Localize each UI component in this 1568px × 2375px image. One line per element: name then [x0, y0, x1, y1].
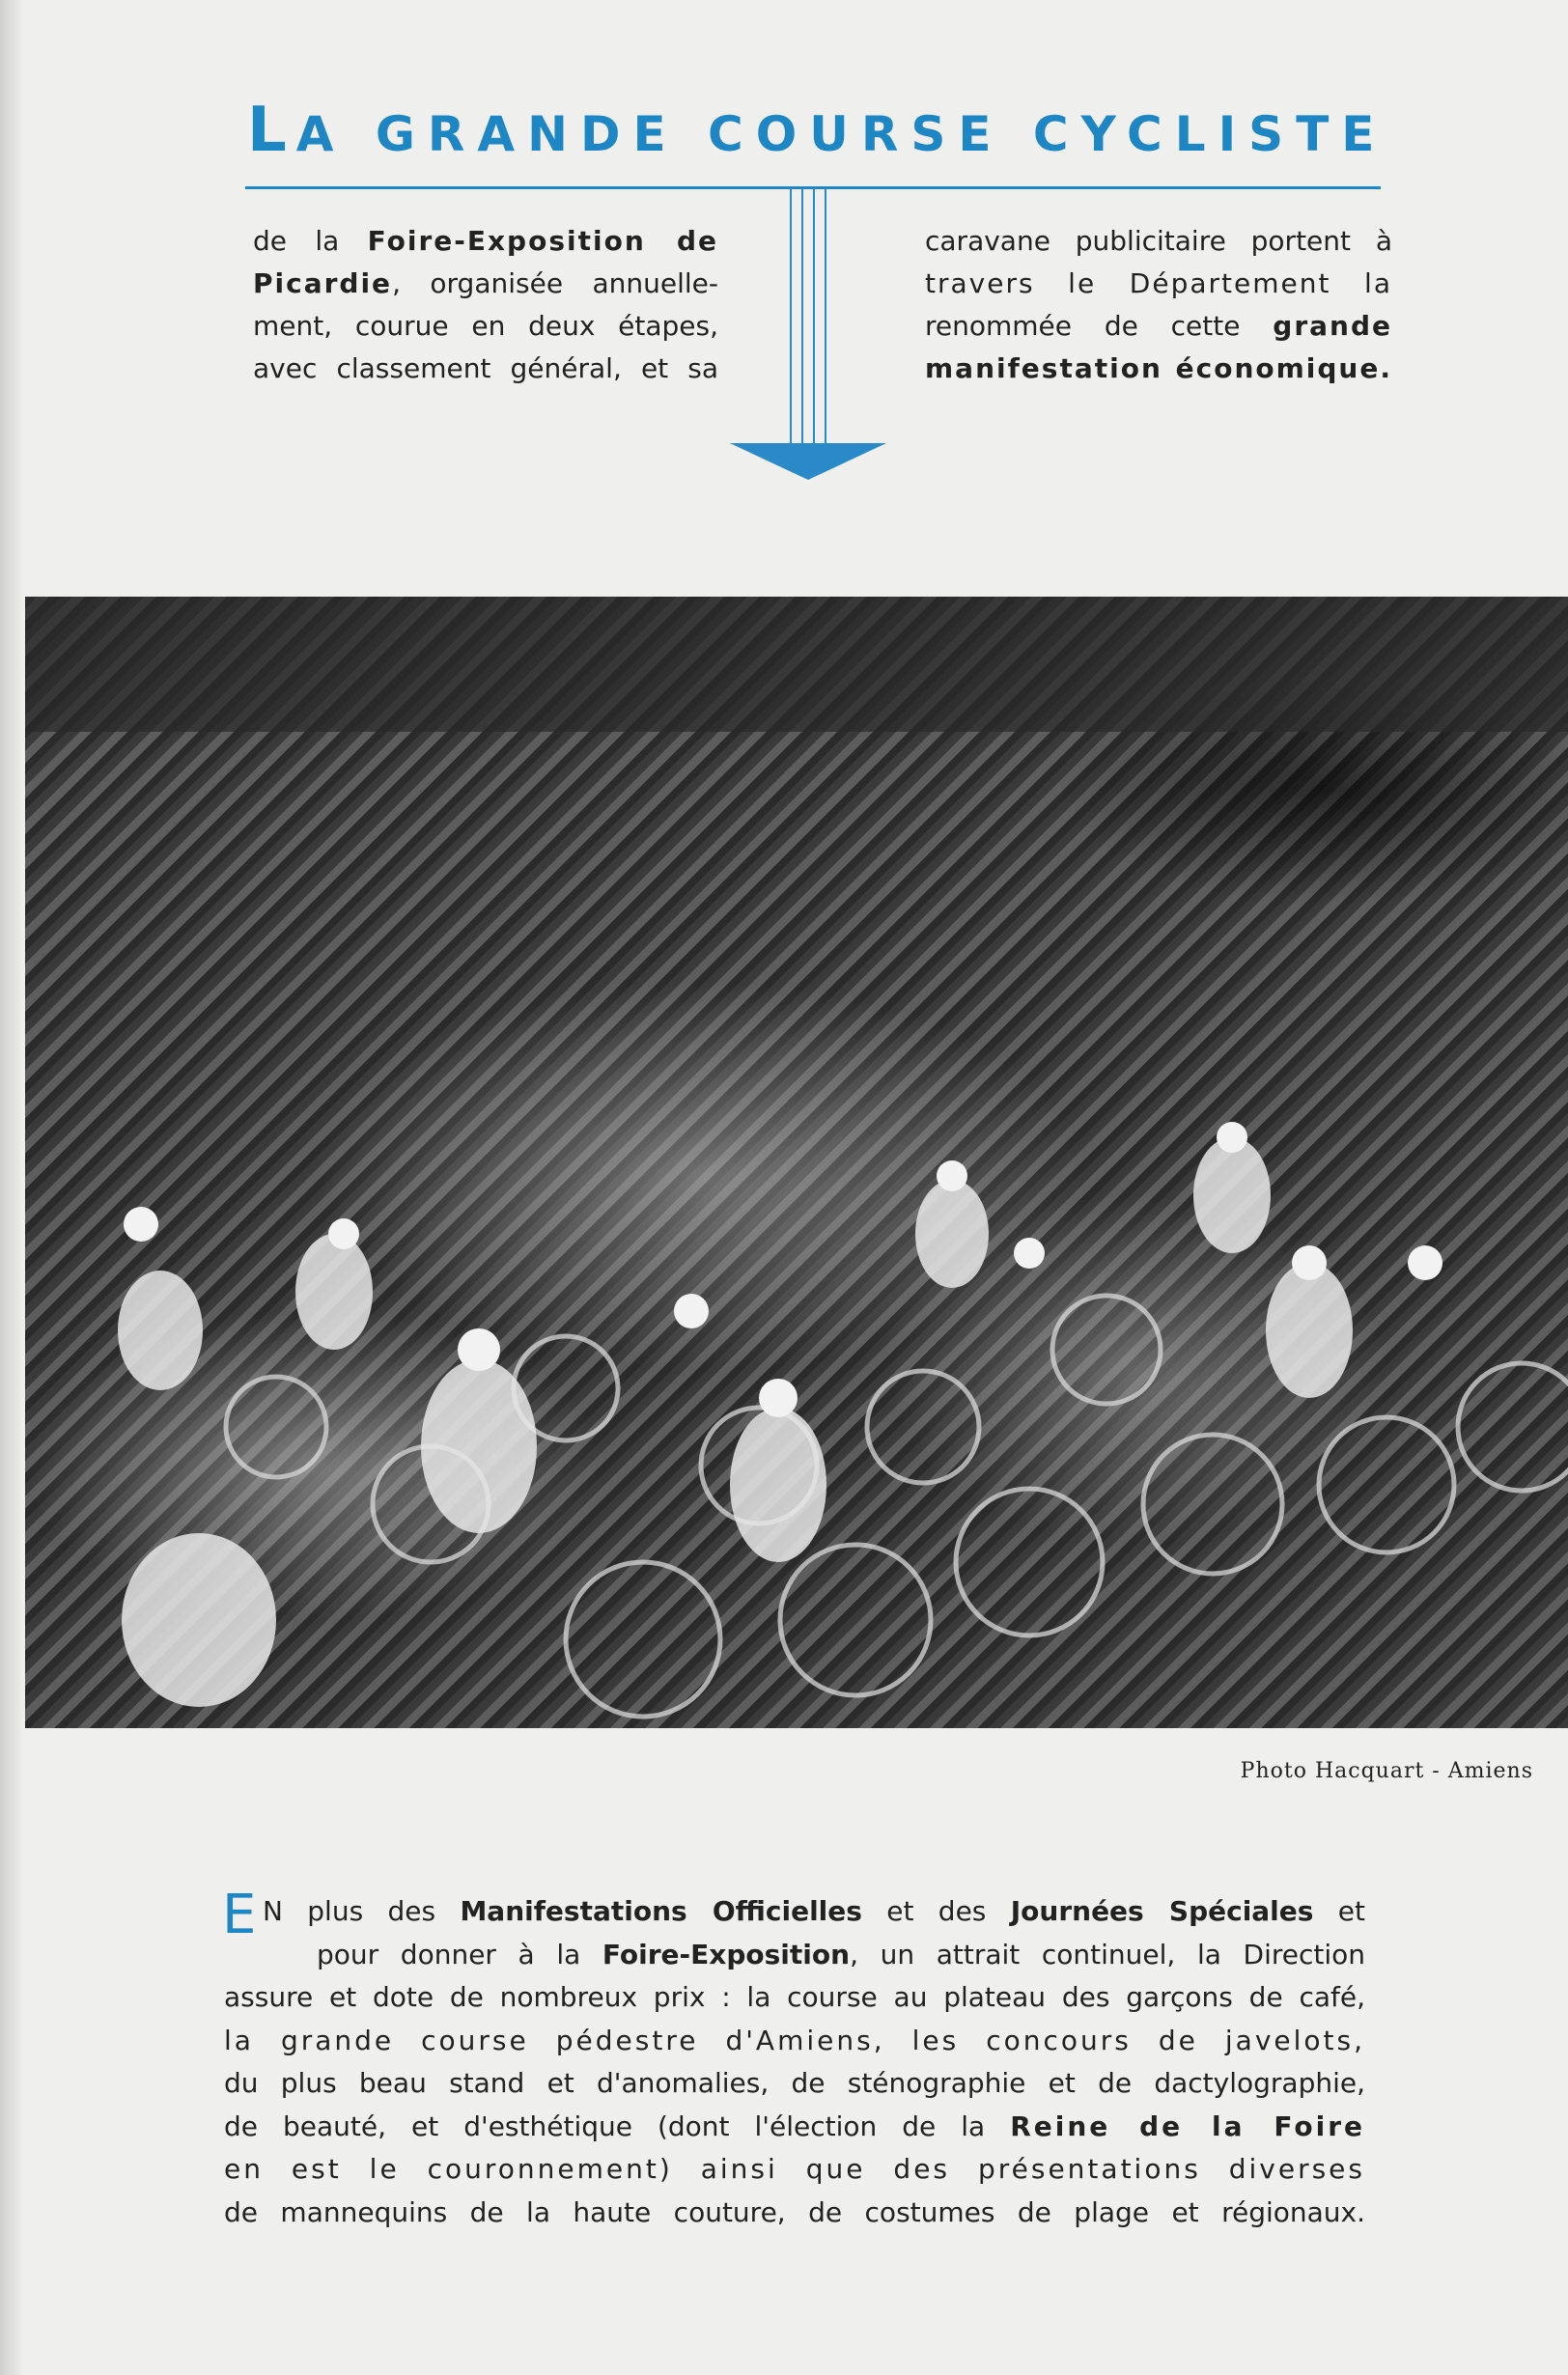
body-line: de beauté, et d'esthétique (dont l'élection de la Reine de la Foire	[224, 2110, 1365, 2142]
intro-left-line: ment, courue en deux étapes,	[253, 310, 718, 342]
arrow-lines	[790, 189, 828, 445]
body-line: N plus des Manifestations Officielles et des Journées Spéciales et	[263, 1895, 1365, 1927]
title-initial: L	[247, 95, 296, 166]
intro-right-line: manifestation économique.	[925, 352, 1392, 384]
body-line: la grande course pédestre d'Amiens, les concours de javelots,	[224, 2024, 1365, 2056]
cyclists-photo	[25, 597, 1568, 1728]
photo-illustration	[25, 597, 1568, 1728]
page-fold-shadow	[0, 0, 23, 2375]
intro-left-line: Picardie, organisée annuelle-	[253, 267, 718, 299]
body-line: du plus beau stand et d'anomalies, de sténographie et de dactylographie,	[224, 2067, 1365, 2099]
intro-left-line: de la Foire-Exposition de	[253, 225, 718, 257]
intro-right-column	[925, 220, 1392, 390]
body-line: assure et dote de nombreux prix : la course au plateau des garçons de café,	[224, 1981, 1365, 2013]
photo-credit: Photo Hacquart - Amiens	[1240, 1759, 1533, 1783]
intro-right-line: caravane publicitaire portent à	[925, 225, 1392, 257]
intro-right-line: travers le Département la	[925, 267, 1392, 299]
drop-cap: E	[222, 1884, 257, 1946]
body-line: en est le couronnement) ainsi que des présentations diverses	[224, 2153, 1365, 2185]
title-rest: A GRANDE COURSE CYCLISTE	[295, 106, 1387, 162]
intro-right-line: renommée de cette grande	[925, 310, 1392, 342]
intro-left-line: avec classement général, et sa	[253, 352, 718, 384]
intro-left-column	[253, 220, 718, 390]
body-line: de mannequins de la haute couture, de costumes de plage et régionaux.	[224, 2195, 1365, 2228]
body-line: pour donner à la Foire-Exposition, un attrait continuel, la Direction	[317, 1938, 1366, 1970]
body-paragraph	[222, 1884, 1366, 2234]
page-title	[247, 95, 1386, 166]
down-arrow-icon	[730, 443, 886, 480]
